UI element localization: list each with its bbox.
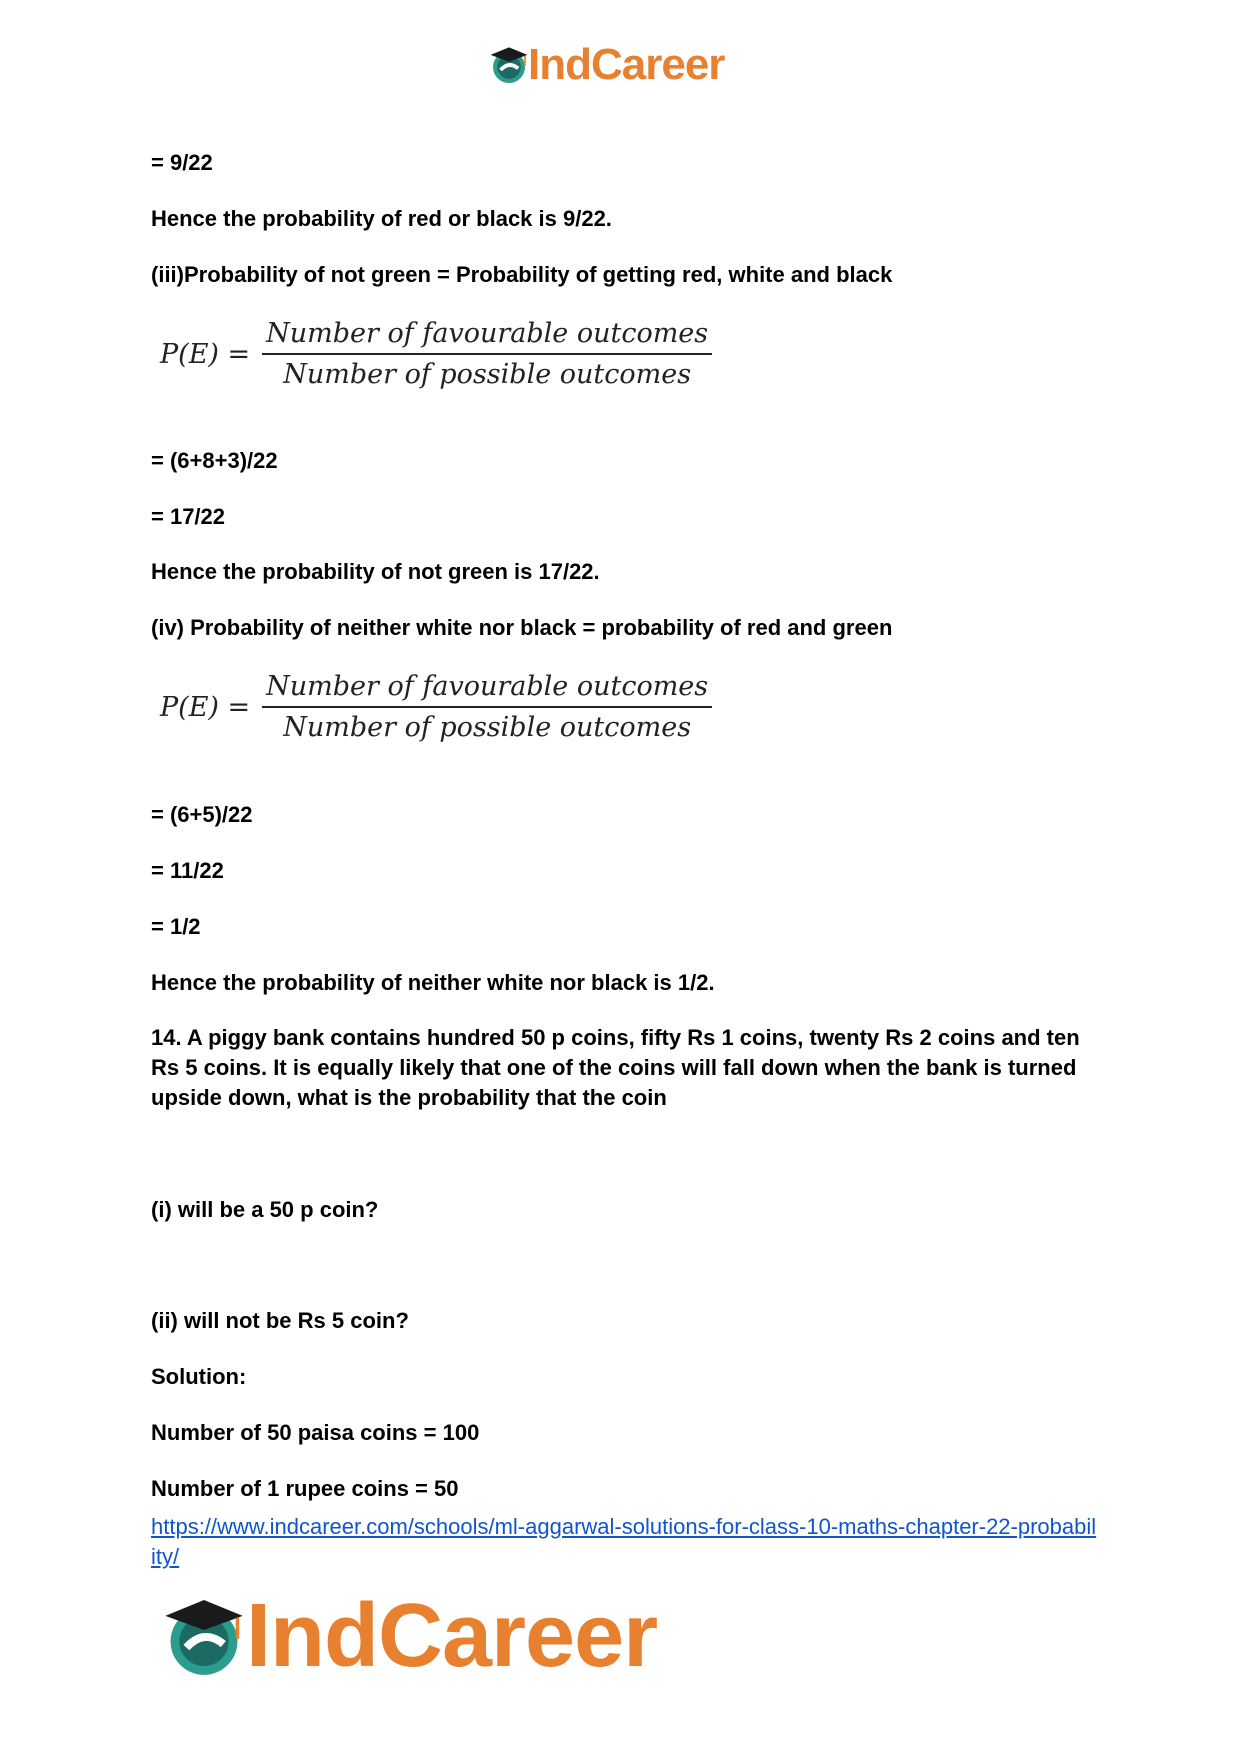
calc-line: = 11/22 xyxy=(151,858,224,883)
formula-fraction xyxy=(262,318,712,390)
formula-denominator: Number of possible outcomes xyxy=(283,359,692,390)
conclusion-line: Hence the probability of red or black is 9/22. xyxy=(151,206,612,231)
logo-text: IndCareer xyxy=(528,40,725,89)
question-part-i: (i) will be a 50 p coin? xyxy=(151,1197,379,1222)
source-link[interactable]: https://www.indcareer.com/schools/ml-aggarwal-solutions-for-class-10-maths-chapter-22-probability/ xyxy=(151,1514,1097,1569)
solution-heading: Solution: xyxy=(151,1364,247,1389)
graduation-cap-globe-icon xyxy=(160,1593,248,1681)
question-14: 14. A piggy bank contains hundred 50 p coins, fifty Rs 1 coins, twenty Rs 2 coins and ten Rs 5 coins. It is equally likely that one of the coins will fall down when the bank is turned upside down, what is the probability that the coin xyxy=(151,1025,1080,1110)
footer-logo xyxy=(160,1585,657,1688)
part-iii-heading: (iii)Probability of not green = Probability of getting red, white and black xyxy=(151,262,893,287)
calc-line: = (6+5)/22 xyxy=(151,802,253,827)
formula-numerator: Number of favourable outcomes xyxy=(262,671,712,708)
solution-line: Number of 1 rupee coins = 50 xyxy=(151,1476,459,1501)
probability-formula xyxy=(160,318,712,390)
calc-line: = (6+8+3)/22 xyxy=(151,448,278,473)
probability-formula xyxy=(160,671,712,743)
formula-fraction xyxy=(262,671,712,743)
formula-numerator: Number of favourable outcomes xyxy=(262,318,712,355)
logo-text: IndCareer xyxy=(246,1586,658,1686)
question-part-ii: (ii) will not be Rs 5 coin? xyxy=(151,1308,409,1333)
graduation-cap-globe-icon xyxy=(488,44,530,86)
part-iv-heading: (iv) Probability of neither white nor black = probability of red and green xyxy=(151,615,893,640)
formula-lhs: P(E) = xyxy=(160,338,251,370)
solution-line: Number of 50 paisa coins = 100 xyxy=(151,1420,480,1445)
header-logo xyxy=(488,40,724,90)
conclusion-line: Hence the probability of neither white nor black is 1/2. xyxy=(151,970,715,995)
formula-denominator: Number of possible outcomes xyxy=(283,712,692,743)
conclusion-line: Hence the probability of not green is 17/22. xyxy=(151,559,600,584)
answer-line: = 9/22 xyxy=(151,150,213,175)
calc-line: = 1/2 xyxy=(151,914,201,939)
calc-line: = 17/22 xyxy=(151,504,226,529)
formula-lhs: P(E) = xyxy=(160,691,251,723)
